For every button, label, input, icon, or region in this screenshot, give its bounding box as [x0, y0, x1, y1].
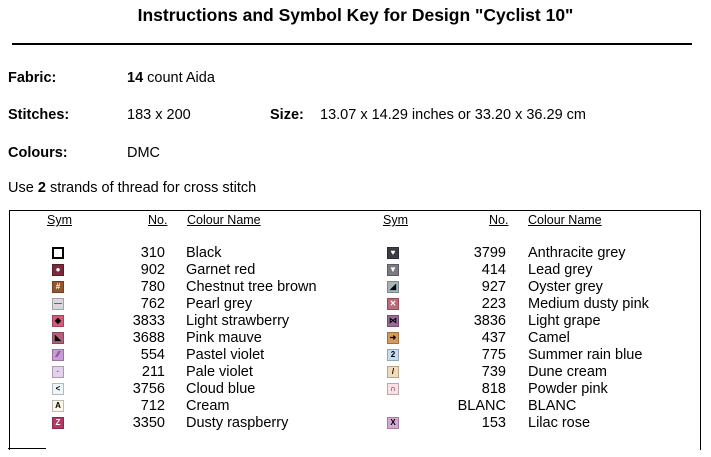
table-row — [0, 415, 711, 432]
title-rule — [12, 43, 692, 45]
colour-name: Anthracite grey — [528, 245, 626, 261]
colour-name: Cream — [186, 398, 230, 414]
colour-name: Garnet red — [186, 262, 256, 278]
cross-icon: ✕ — [387, 298, 399, 310]
table-row — [0, 279, 711, 296]
strands-instruction: Use 2 strands of thread for cross stitch — [8, 180, 257, 196]
header-no-right: No. — [489, 213, 509, 227]
table-row — [0, 398, 711, 415]
hash-icon: # — [52, 281, 64, 293]
colour-name: Cloud blue — [186, 381, 256, 397]
dmc-number: 3833 — [132, 313, 165, 329]
table-row — [0, 262, 711, 279]
table-row — [0, 347, 711, 364]
colour-name: Lead grey — [528, 262, 593, 278]
footer-rule — [8, 448, 46, 449]
colour-name: Light grape — [528, 313, 601, 329]
bowtie-icon: ⋈ — [389, 316, 397, 325]
page-title: Instructions and Symbol Key for Design "Cyclist 10" — [137, 5, 574, 25]
letter-z-icon: Z — [52, 417, 64, 429]
slash-icon: / — [387, 366, 399, 378]
triangle-corner-icon: ◣ — [52, 332, 64, 344]
dot-icon: · — [52, 366, 64, 378]
dmc-number: 780 — [140, 279, 165, 295]
fabric-count: 14 — [127, 70, 144, 86]
fabric-type: count Aida — [147, 70, 215, 86]
dmc-number: 927 — [481, 279, 506, 295]
dmc-number: 818 — [481, 381, 506, 397]
dmc-number: 762 — [140, 296, 165, 312]
colour-name: Dune cream — [528, 364, 607, 380]
colour-name: Powder pink — [528, 381, 608, 397]
dmc-number: 3836 — [473, 313, 506, 329]
colour-name: Medium dusty pink — [528, 296, 649, 312]
table-row — [0, 330, 711, 347]
colours-value: DMC — [127, 145, 161, 161]
diamond-icon: ◆ — [52, 315, 64, 327]
size-value: 13.07 x 14.29 inches or 33.20 x 36.29 cm — [320, 107, 587, 123]
garnet-circle-icon: ● — [52, 264, 64, 276]
dmc-number: 3799 — [473, 245, 506, 261]
colour-name: Chestnut tree brown — [186, 279, 317, 295]
colours-label: Colours: — [8, 145, 68, 161]
colour-name: Oyster grey — [528, 279, 603, 295]
size-label: Size: — [270, 107, 304, 123]
header-name-right: Colour Name — [528, 213, 602, 227]
colour-name: Pearl grey — [186, 296, 253, 312]
header-name-left: Colour Name — [187, 213, 261, 227]
strands-count: 2 — [37, 180, 46, 196]
dmc-number: 739 — [481, 364, 506, 380]
dmc-number: 3350 — [132, 415, 165, 431]
dmc-number: 902 — [140, 262, 165, 278]
dash-icon: — — [54, 299, 62, 308]
dmc-number: 211 — [141, 364, 165, 380]
dmc-number: 3688 — [132, 330, 165, 346]
hourglass-icon: X — [387, 417, 399, 429]
table-row — [0, 245, 711, 262]
header-sym-left: Sym — [47, 213, 72, 227]
triangle-corner-right-icon: ◢ — [387, 281, 399, 293]
fabric-label: Fabric: — [8, 70, 57, 86]
colour-name: Pale violet — [186, 364, 253, 380]
less-than-icon: < — [52, 383, 64, 395]
triangle-down-icon: ▼ — [387, 264, 399, 276]
stitches-label: Stitches: — [8, 107, 70, 123]
fabric-value — [127, 70, 215, 86]
dmc-number: 554 — [140, 347, 165, 363]
digit-two-icon: 2 — [387, 349, 399, 361]
colour-name: Pink mauve — [186, 330, 262, 346]
heart-icon: ♥ — [387, 247, 399, 259]
dmc-number: 223 — [481, 296, 506, 312]
dmc-number: BLANC — [457, 398, 506, 414]
colour-name: Pastel violet — [186, 347, 265, 363]
colour-name: Summer rain blue — [528, 347, 643, 363]
dmc-number: 310 — [140, 245, 165, 261]
colour-name: Dusty raspberry — [186, 415, 289, 431]
header-sym-right: Sym — [383, 213, 408, 227]
colour-name: BLANC — [528, 398, 577, 414]
table-row — [0, 364, 711, 381]
colour-name: Light strawberry — [186, 313, 290, 329]
table-row — [0, 313, 711, 330]
letter-a-icon: A — [52, 400, 64, 412]
dmc-number: 3756 — [132, 381, 165, 397]
arch-icon: ∩ — [387, 383, 399, 395]
arrow-right-icon: ➜ — [387, 332, 399, 344]
dmc-number: 414 — [481, 262, 506, 278]
dmc-number: 437 — [481, 330, 506, 346]
slashes-icon: ⁄⁄ — [52, 349, 64, 361]
colour-name: Black — [186, 245, 222, 261]
header-no-left: No. — [148, 213, 168, 227]
dmc-number: 775 — [481, 347, 506, 363]
table-row — [0, 381, 711, 398]
colour-name: Camel — [528, 330, 570, 346]
stitches-value: 183 x 200 — [127, 107, 191, 123]
dmc-number: 153 — [481, 415, 506, 431]
colour-name: Lilac rose — [528, 415, 591, 431]
table-row — [0, 296, 711, 313]
dmc-number: 712 — [140, 398, 165, 414]
